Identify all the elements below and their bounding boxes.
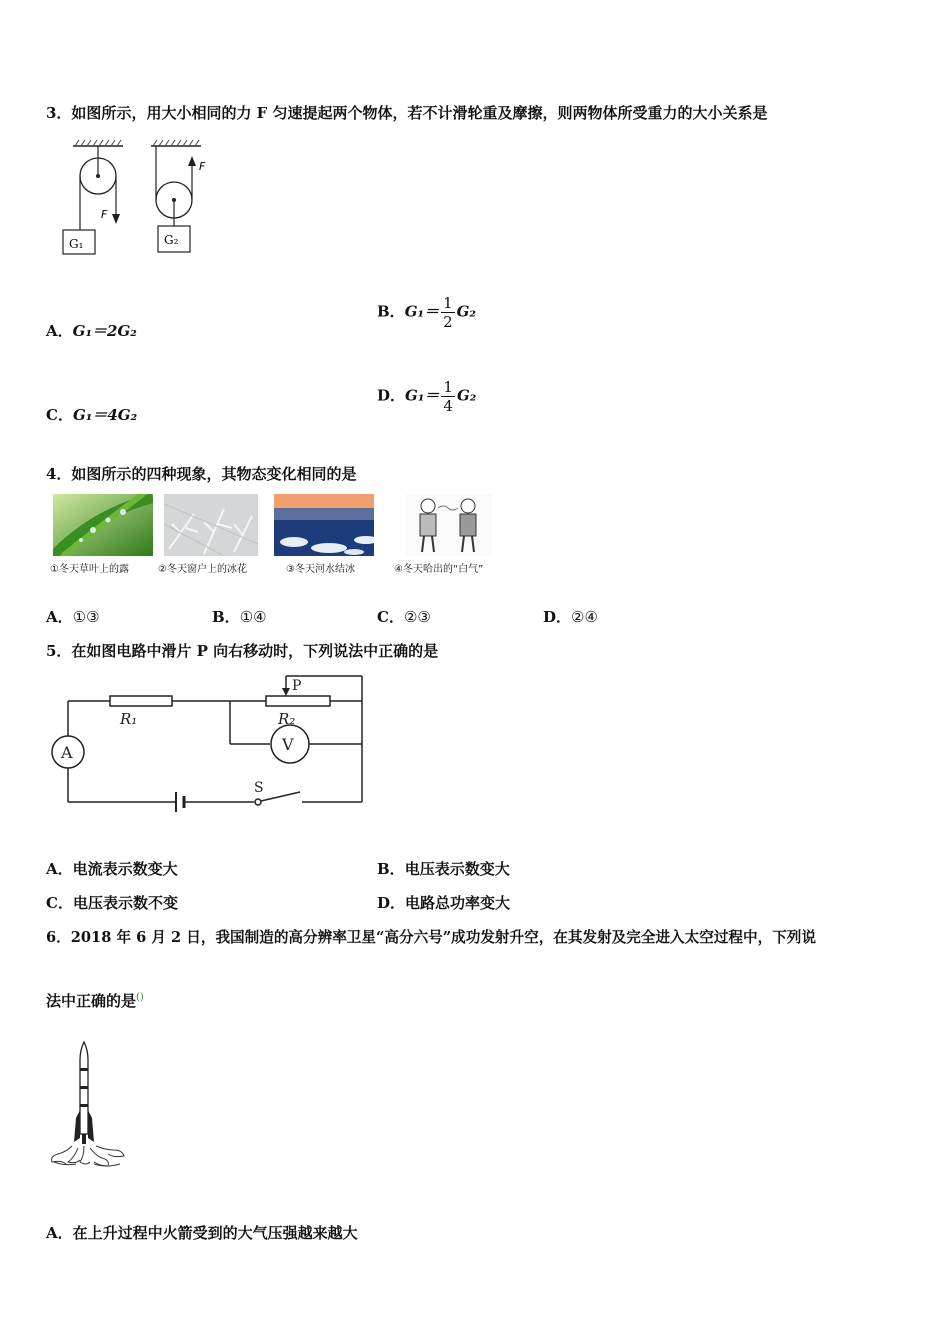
rocket-figure	[48, 1038, 132, 1182]
fraction-denominator: 2	[443, 313, 453, 331]
question-6-line-1: 6．2018 年 6 月 2 日，我国制造的高分辨率卫星“高分六号”成功发射升空，在其发射及完全进入太空过程中，下列说	[46, 929, 816, 946]
q5-option-c[interactable]	[46, 892, 178, 913]
option-lhs: G₁＝	[404, 302, 440, 321]
question-6-line-2-text: 法中正确的是	[46, 992, 137, 1010]
q3-option-a[interactable]	[46, 320, 137, 341]
circuit-diagram	[42, 672, 372, 818]
caption-4: ④冬天哈出的“白气”	[394, 564, 484, 575]
option-letter: B．	[377, 302, 405, 321]
option-letter: D．	[377, 386, 406, 405]
option-letter: A．	[46, 322, 73, 340]
label-ammeter: A	[61, 743, 73, 762]
option-letter: C．	[46, 406, 73, 424]
force-label-right: F	[199, 160, 206, 173]
q6-option-a[interactable]	[46, 1222, 358, 1243]
question-6-line-2	[46, 990, 144, 1011]
question-4-text: 4．如图所示的四种现象，其物态变化相同的是	[46, 465, 357, 483]
option-text: 电压表示数不变	[72, 894, 178, 912]
fraction-numerator: 1	[443, 294, 453, 312]
q3-option-b[interactable]	[377, 294, 476, 331]
option-letter: A．	[46, 1224, 73, 1242]
fraction	[441, 294, 455, 331]
q4-option-b[interactable]	[212, 606, 267, 627]
pulley-figure	[55, 138, 225, 260]
label-slider-p: P	[292, 678, 302, 694]
q3-option-c[interactable]	[46, 404, 137, 425]
caption-3: ③冬天河水结冰	[286, 564, 355, 575]
photo-frozen-river	[274, 494, 374, 556]
option-rhs: G₂	[456, 302, 477, 321]
label-r2: R₂	[278, 710, 296, 728]
q5-option-d[interactable]	[377, 892, 510, 913]
q5-option-a[interactable]	[46, 858, 178, 879]
label-r1: R₁	[120, 710, 138, 728]
option-text: ①④	[239, 608, 267, 626]
fraction-numerator: 1	[443, 378, 453, 396]
option-text: 电流表示数变大	[72, 860, 178, 878]
question-3-text: 3．如图所示，用大小相同的力 F 匀速提起两个物体，若不计滑轮重及摩擦，则两物体所受重力的大小关系是	[46, 104, 768, 122]
option-letter: B．	[212, 608, 240, 626]
caption-2: ②冬天窗户上的冰花	[158, 564, 247, 575]
q5-option-b[interactable]	[377, 858, 510, 879]
question-5-text: 5．在如图电路中滑片 P 向右移动时，下列说法中正确的是	[46, 642, 439, 660]
option-letter: C．	[377, 608, 404, 626]
option-text: 在上升过程中火箭受到的大气压强越来越大	[72, 1224, 358, 1242]
option-letter: A．	[46, 860, 73, 878]
weight-label-g1: G₁	[69, 237, 84, 251]
q4-option-a[interactable]	[46, 606, 100, 627]
weight-label-g2: G₂	[164, 233, 179, 247]
option-text: ②③	[403, 608, 431, 626]
q4-option-d[interactable]	[543, 606, 598, 627]
option-text: 电路总功率变大	[405, 894, 511, 912]
option-text: ②④	[571, 608, 598, 626]
option-letter: D．	[543, 608, 572, 626]
option-letter: B．	[377, 860, 405, 878]
option-letter: A．	[46, 608, 73, 626]
photo-breath-vapor	[406, 494, 506, 556]
fraction-denominator: 4	[443, 397, 453, 415]
q4-option-c[interactable]	[377, 606, 431, 627]
force-label-left: F	[101, 208, 108, 221]
fraction	[441, 378, 455, 415]
option-letter: D．	[377, 894, 406, 912]
option-letter: C．	[46, 894, 73, 912]
option-text: G₁＝4G₂	[72, 406, 138, 424]
option-text: G₁＝2G₂	[72, 322, 137, 340]
option-text: ①③	[72, 608, 100, 626]
caption-1: ①冬天草叶上的露	[50, 564, 129, 575]
option-text: 电压表示数变大	[404, 860, 510, 878]
label-switch: S	[254, 780, 264, 796]
label-voltmeter: V	[282, 735, 294, 754]
q3-option-d[interactable]	[377, 378, 476, 415]
photo-frost-on-window	[164, 494, 264, 556]
answer-blank: ()	[136, 992, 144, 1003]
phenomena-photos	[50, 494, 496, 578]
photo-dew-on-grass	[53, 494, 153, 556]
option-rhs: G₂	[456, 386, 477, 405]
option-lhs: G₁＝	[405, 386, 440, 405]
